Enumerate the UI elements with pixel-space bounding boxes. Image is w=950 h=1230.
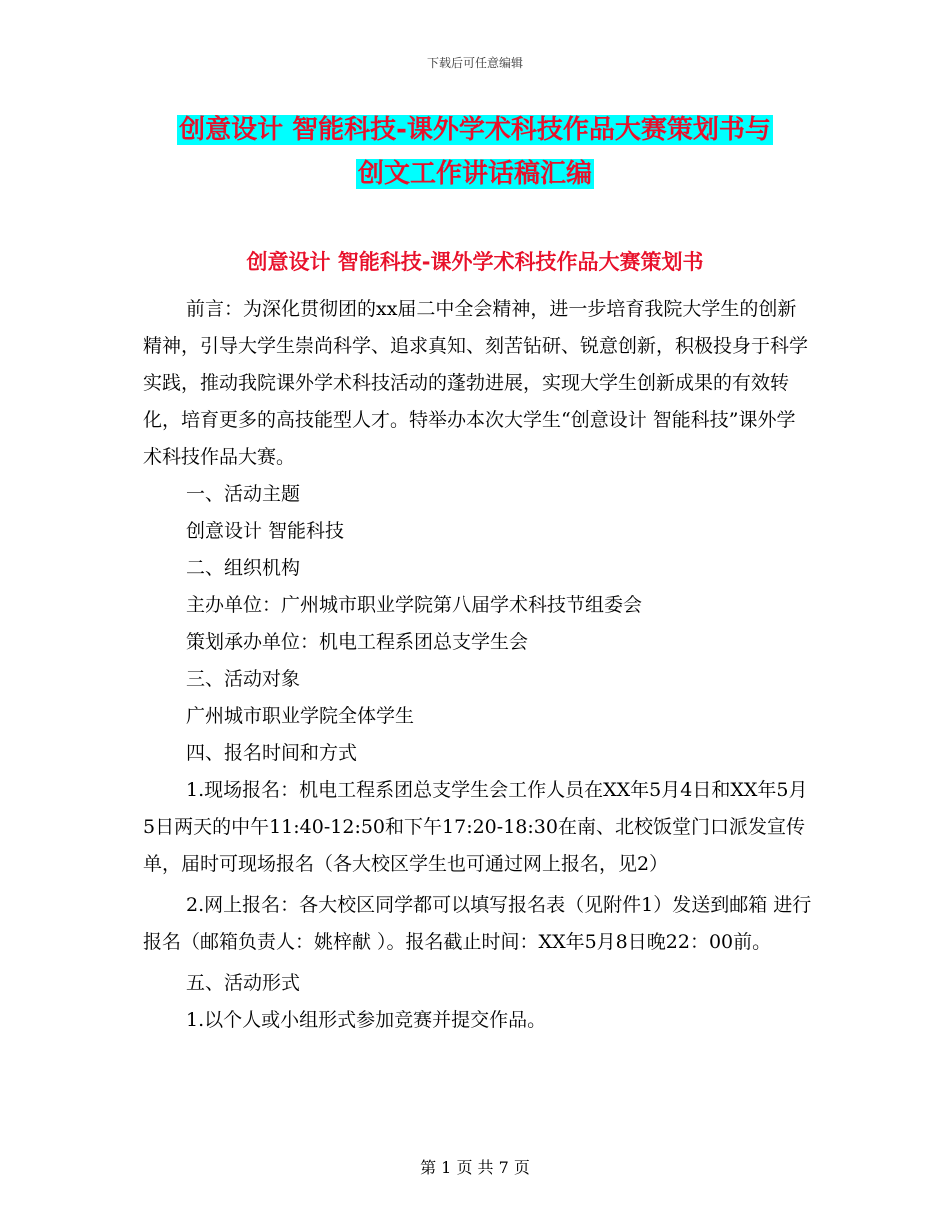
- paragraph-online-registration: 2.网上报名：各大校区同学都可以填写报名表（见附件1）发送到邮箱 进行报名（邮箱负责人：姚梓献 ）。报名截止时间：XX年5月8日晚22：00前。: [143, 894, 812, 953]
- paragraph-participants: 广州城市职业学院全体学生: [186, 705, 415, 727]
- header-note: 下载后可任意编辑: [426, 56, 523, 70]
- section-title: 创意设计 智能科技-课外学术科技作品大赛策划书: [246, 250, 704, 274]
- heading-participants: 三、活动对象: [186, 668, 301, 690]
- heading-activity-format: 五、活动形式: [186, 972, 301, 994]
- paragraph-organizer: 策划承办单位：机电工程系团总支学生会: [186, 631, 529, 653]
- paragraph-preface: 前言：为深化贯彻团的xx届二中全会精神，进一步培育我院大学生的创新精神，引导大学生崇尚科学、追求真知、刻苦钻研、锐意创新，积极投身于科学实践，推动我院课外学术科技活动的蓬勃进展，实现大学生创新成果的有效转化，培育更多的高技能型人才。特举办本次大学生“创意设计 智能科技”课外学术科技作品大赛。: [143, 298, 809, 468]
- document-title-line1: 创意设计 智能科技-课外学术科技作品大赛策划书与: [179, 115, 771, 145]
- paragraph-format-1: 1.以个人或小组形式参加竞赛并提交作品。: [186, 1009, 547, 1031]
- document-title-line2: 创文工作讲话稿汇编: [357, 159, 592, 189]
- paragraph-theme: 创意设计 智能科技: [186, 520, 345, 542]
- heading-organization: 二、组织机构: [186, 557, 301, 579]
- paragraph-onsite-registration: 1.现场报名：机电工程系团总支学生会工作人员在XX年5月4日和XX年5月5日两天的中午11:40-12:50和下午17:20-18:30在南、北校饭堂门口派发宣传单，届时可现场报名（各大校区学生也可通过网上报名，见2）: [143, 779, 808, 875]
- document-body: [143, 291, 813, 1039]
- paragraph-host: 主办单位：广州城市职业学院第八届学术科技节组委会: [186, 594, 643, 616]
- heading-registration: 四、报名时间和方式: [186, 742, 358, 764]
- document-title: [0, 108, 950, 196]
- page-footer: 第 1 页 共 7 页: [420, 1158, 530, 1177]
- heading-activity-theme: 一、活动主题: [186, 483, 301, 505]
